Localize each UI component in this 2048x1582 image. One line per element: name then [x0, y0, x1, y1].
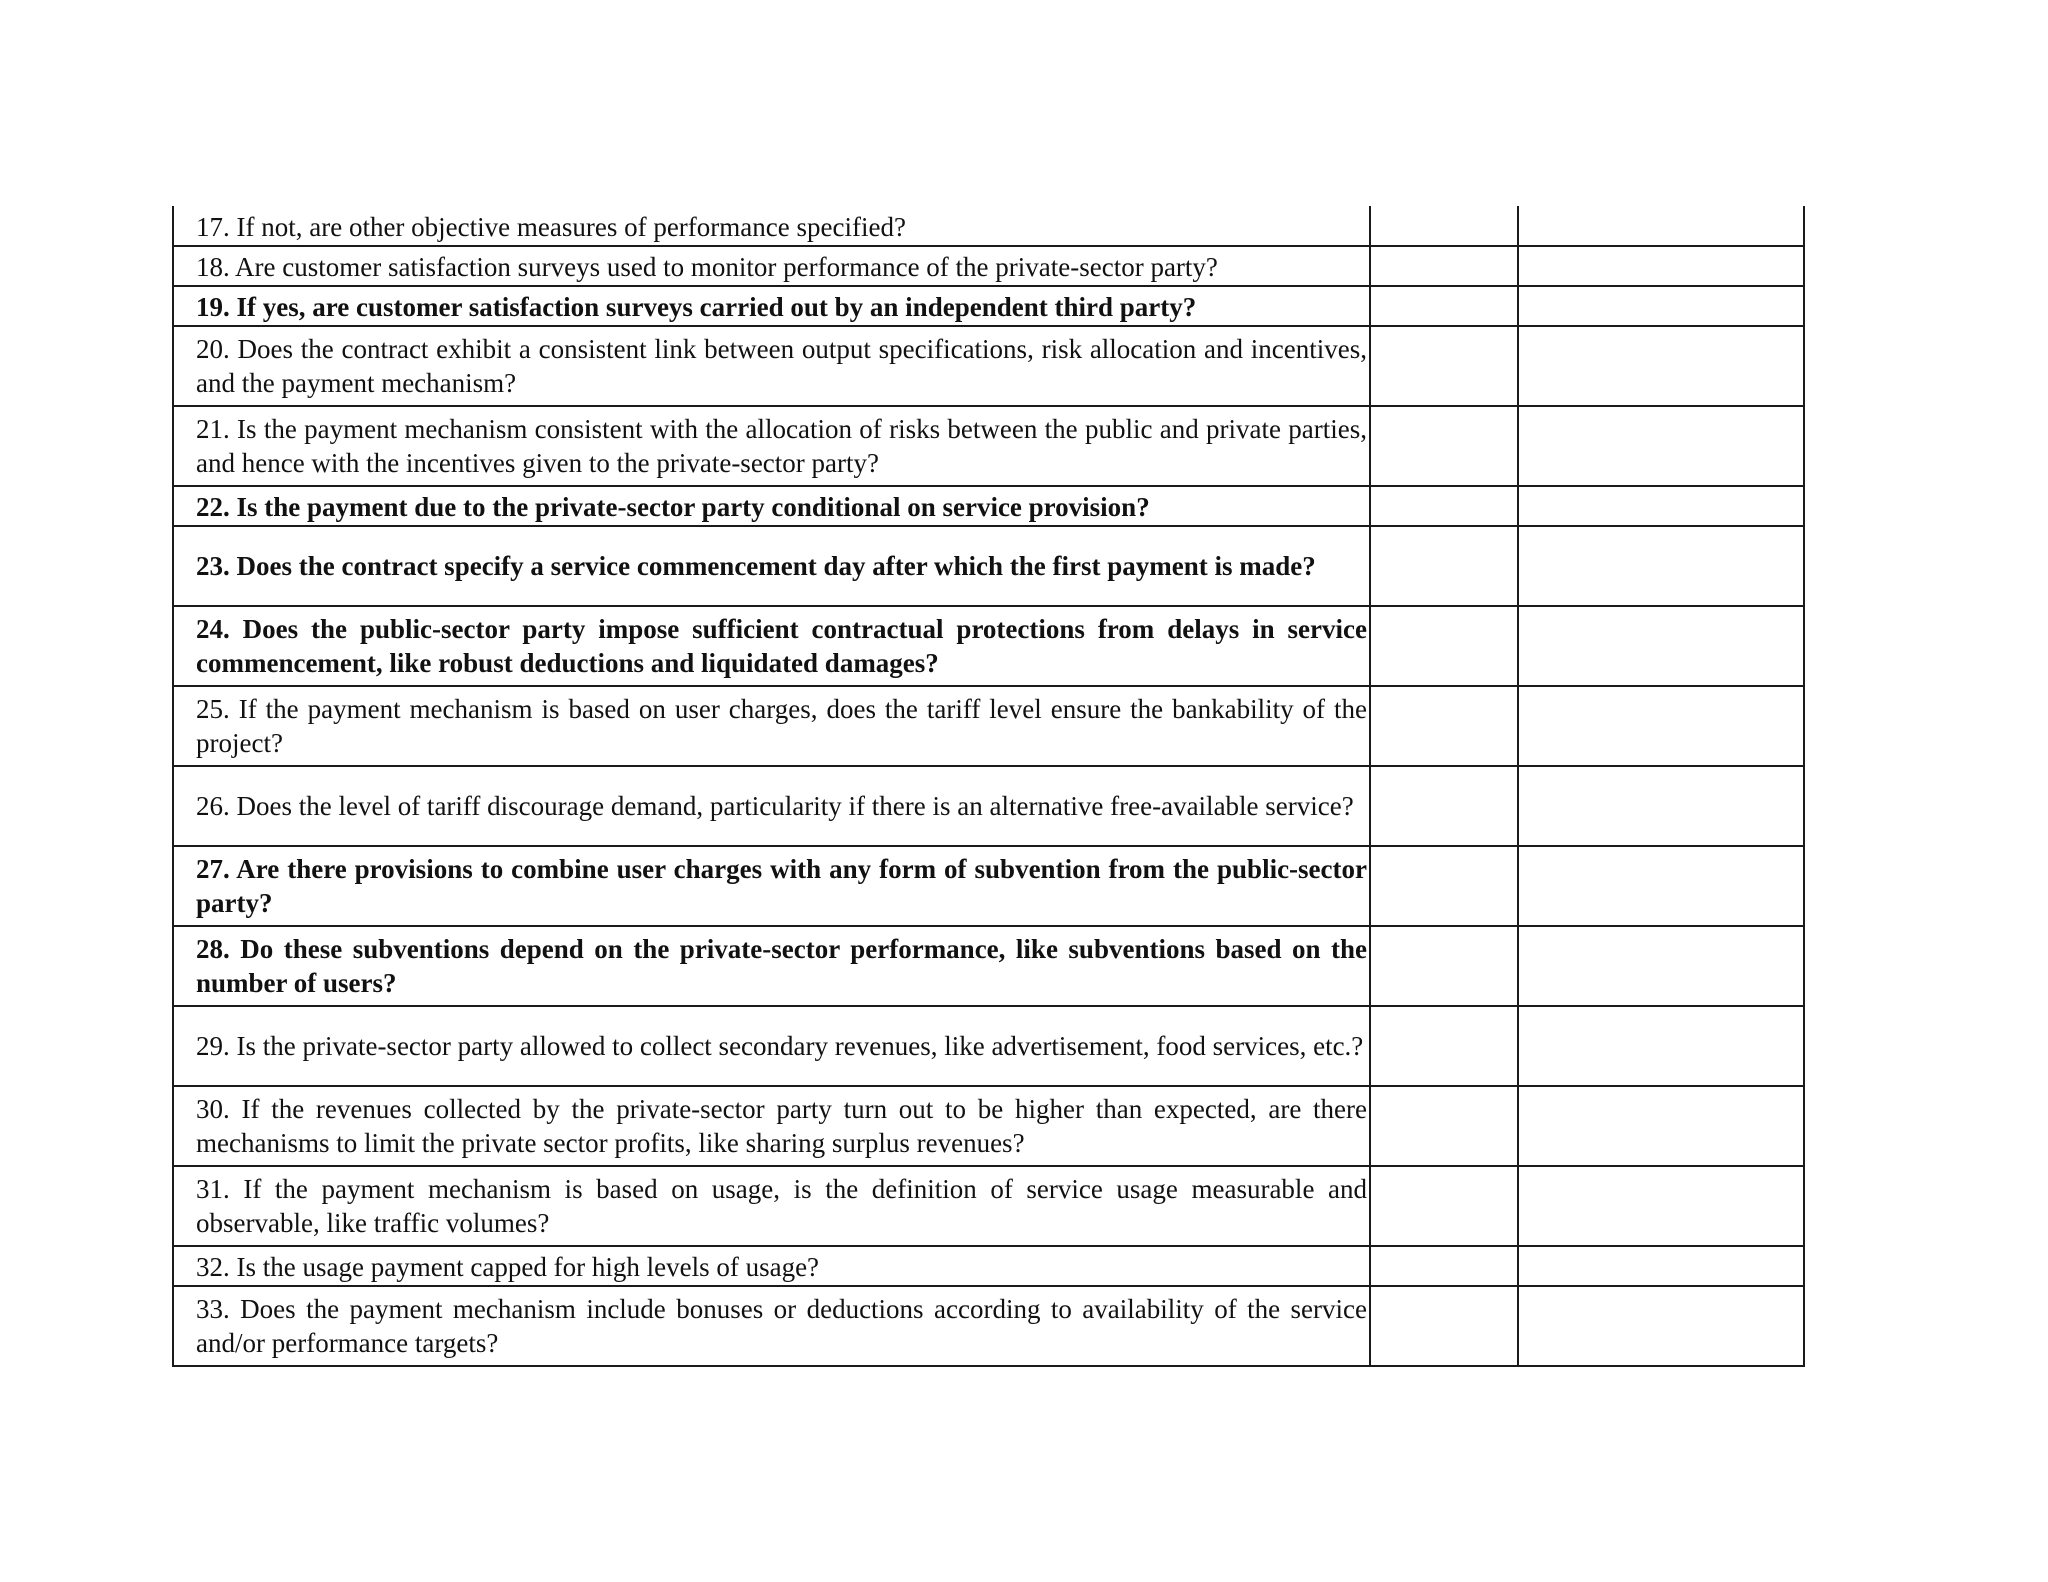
table-row	[173, 246, 1804, 286]
table-row	[173, 286, 1804, 326]
comment-cell[interactable]	[1518, 926, 1804, 1006]
question-cell: 32. Is the usage payment capped for high levels of usage?	[173, 1246, 1370, 1286]
comment-cell[interactable]	[1518, 1286, 1804, 1366]
comment-cell[interactable]	[1518, 686, 1804, 766]
comment-cell[interactable]	[1518, 326, 1804, 406]
comment-cell[interactable]	[1518, 1086, 1804, 1166]
question-cell: 17. If not, are other objective measures of performance specified?	[173, 206, 1370, 246]
comment-cell[interactable]	[1518, 406, 1804, 486]
table-row	[173, 206, 1804, 246]
table-row	[173, 766, 1804, 846]
table-row	[173, 486, 1804, 526]
table-row	[173, 326, 1804, 406]
answer-cell[interactable]	[1370, 526, 1518, 606]
answer-cell[interactable]	[1370, 246, 1518, 286]
comment-cell[interactable]	[1518, 766, 1804, 846]
comment-cell[interactable]	[1518, 486, 1804, 526]
table-row	[173, 926, 1804, 1006]
comment-cell[interactable]	[1518, 606, 1804, 686]
question-cell: 29. Is the private-sector party allowed to collect secondary revenues, like advertisement, food services, etc.?	[173, 1006, 1370, 1086]
answer-cell[interactable]	[1370, 606, 1518, 686]
table-row	[173, 1086, 1804, 1166]
comment-cell[interactable]	[1518, 1246, 1804, 1286]
comment-cell[interactable]	[1518, 1006, 1804, 1086]
table-row	[173, 1006, 1804, 1086]
question-cell: 24. Does the public-sector party impose sufficient contractual protections from delays in service commencement, like robust deductions and liquidated damages?	[173, 606, 1370, 686]
answer-cell[interactable]	[1370, 1086, 1518, 1166]
comment-cell[interactable]	[1518, 526, 1804, 606]
table-row	[173, 526, 1804, 606]
comment-cell[interactable]	[1518, 286, 1804, 326]
question-cell: 23. Does the contract specify a service commencement day after which the first payment is made?	[173, 526, 1370, 606]
checklist-table	[172, 206, 1805, 1367]
answer-cell[interactable]	[1370, 286, 1518, 326]
answer-cell[interactable]	[1370, 406, 1518, 486]
question-cell: 31. If the payment mechanism is based on usage, is the definition of service usage measurable and observable, like traffic volumes?	[173, 1166, 1370, 1246]
answer-cell[interactable]	[1370, 1006, 1518, 1086]
question-cell: 19. If yes, are customer satisfaction surveys carried out by an independent third party?	[173, 286, 1370, 326]
table-row	[173, 686, 1804, 766]
question-cell: 20. Does the contract exhibit a consistent link between output specifications, risk allocation and incentives, and the payment mechanism?	[173, 326, 1370, 406]
question-cell: 22. Is the payment due to the private-sector party conditional on service provision?	[173, 486, 1370, 526]
answer-cell[interactable]	[1370, 1166, 1518, 1246]
question-cell: 18. Are customer satisfaction surveys used to monitor performance of the private-sector party?	[173, 246, 1370, 286]
table-row	[173, 1166, 1804, 1246]
answer-cell[interactable]	[1370, 846, 1518, 926]
answer-cell[interactable]	[1370, 206, 1518, 246]
question-cell: 33. Does the payment mechanism include bonuses or deductions according to availability of the service and/or performance targets?	[173, 1286, 1370, 1366]
answer-cell[interactable]	[1370, 326, 1518, 406]
question-cell: 25. If the payment mechanism is based on user charges, does the tariff level ensure the bankability of the project?	[173, 686, 1370, 766]
answer-cell[interactable]	[1370, 766, 1518, 846]
table-row	[173, 846, 1804, 926]
comment-cell[interactable]	[1518, 246, 1804, 286]
comment-cell[interactable]	[1518, 206, 1804, 246]
answer-cell[interactable]	[1370, 926, 1518, 1006]
table-row	[173, 1286, 1804, 1366]
question-cell: 27. Are there provisions to combine user charges with any form of subvention from the public-sector party?	[173, 846, 1370, 926]
question-cell: 21. Is the payment mechanism consistent with the allocation of risks between the public and private parties, and hence with the incentives given to the private-sector party?	[173, 406, 1370, 486]
answer-cell[interactable]	[1370, 1246, 1518, 1286]
table-row	[173, 1246, 1804, 1286]
table-row	[173, 406, 1804, 486]
question-cell: 28. Do these subventions depend on the private-sector performance, like subventions based on the number of users?	[173, 926, 1370, 1006]
answer-cell[interactable]	[1370, 1286, 1518, 1366]
comment-cell[interactable]	[1518, 1166, 1804, 1246]
question-cell: 30. If the revenues collected by the private-sector party turn out to be higher than expected, are there mechanisms to limit the private sector profits, like sharing surplus revenues?	[173, 1086, 1370, 1166]
answer-cell[interactable]	[1370, 486, 1518, 526]
answer-cell[interactable]	[1370, 686, 1518, 766]
table-row	[173, 606, 1804, 686]
question-cell: 26. Does the level of tariff discourage demand, particularity if there is an alternative free-available service?	[173, 766, 1370, 846]
comment-cell[interactable]	[1518, 846, 1804, 926]
